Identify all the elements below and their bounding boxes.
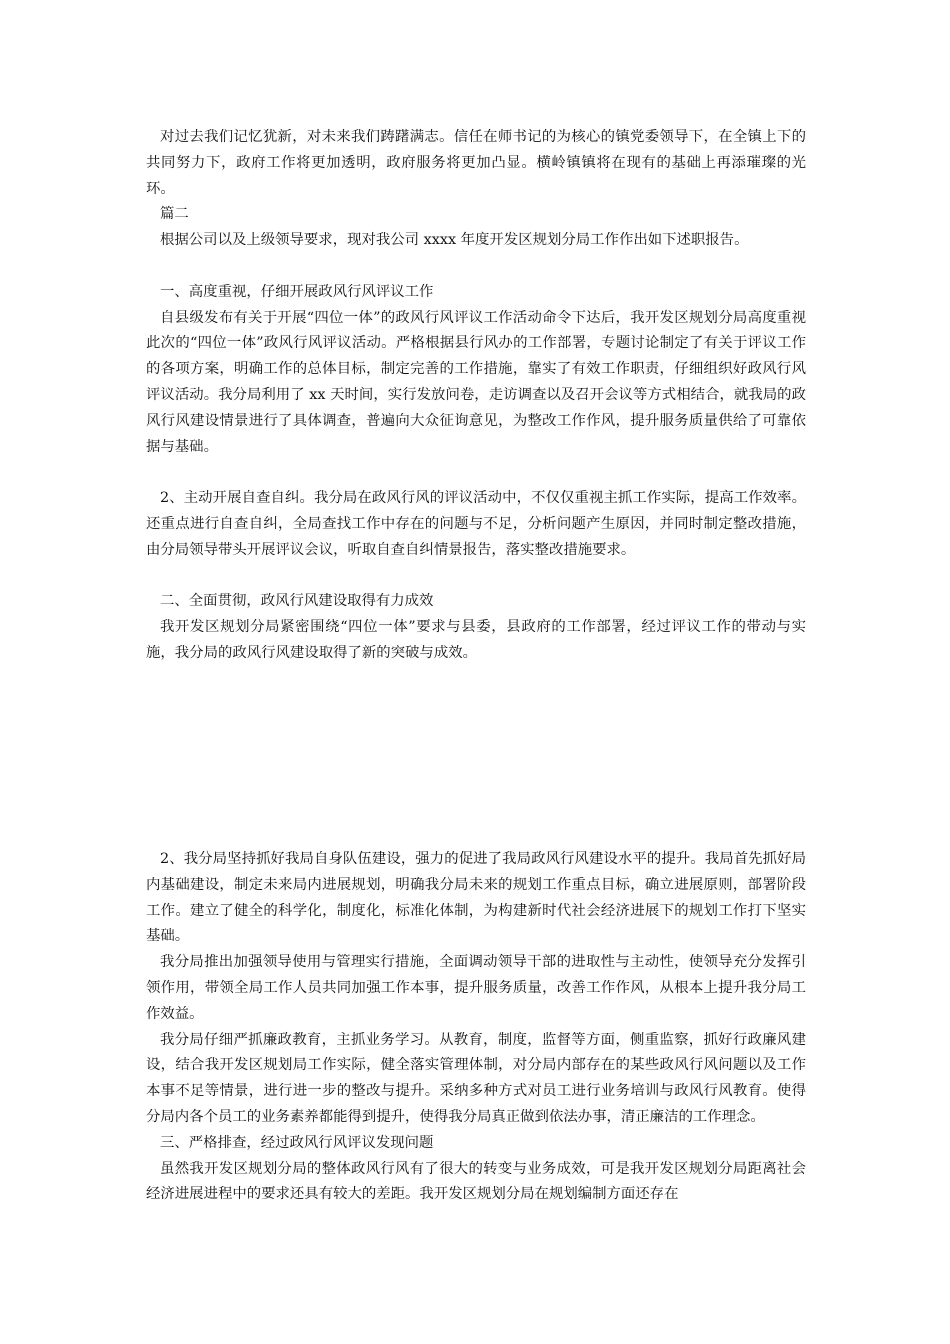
paragraph: 虽然我开发区规划分局的整体政风行风有了很大的转变与业务成效，可是我开发区规划分局距离社会经济进展进程中的要求还具有较大的差距。我开发区规划分局在规划编制方面还存在: [146, 1160, 806, 1203]
paragraph: 我分局推出加强领导使用与管理实行措施，全面调动领导干部的进取性与主动性，使领导充分发挥引领作用，带领全局工作人员共同加强工作本事，提升服务质量，改善工作作风，从根本上提升我分局工作效益。: [146, 954, 806, 1022]
paragraph: 自县级发布有关于开展“四位一体”的政风行风评议工作活动命令下达后，我开发区规划分局高度重视此次的“四位一体”政风行风评议活动。严格根据县行风办的工作部署，专题讨论制定了有关于评议工作的各项方案，明确工作的总体目标，制定完善的工作措施，靠实了有效工作职责，仔细组织好政风行风评议活动。我分局利用了 xx 天时间，实行发放问卷，走访调查以及召开会议等方式相结合，就我局的政风行风建设情景进行了具体调查，普遍向大众征询意见，为整改工作作风，提升服务质量供给了可靠依据与基础。: [146, 309, 806, 455]
paragraph: 对过去我们记忆犹新，对未来我们踌躇满志。信任在师书记的为核心的镇党委领导下，在全镇上下的共同努力下，政府工作将更加透明，政府服务将更加凸显。横岭镇镇将在现有的基础上再添璀璨的光环。: [146, 129, 806, 197]
blank-line: [146, 564, 806, 590]
section-heading: 二、全面贯彻，政风行风建设取得有力成效: [160, 593, 434, 610]
section-heading: 一、高度重视，仔细开展政风行风评议工作: [160, 283, 434, 300]
paragraph: 2、我分局坚持抓好我局自身队伍建设，强力的促进了我局政风行风建设水平的提升。我局首先抓好局内基础建设，制定未来局内进展规划，明确我分局未来的规划工作重点目标，确立进展原则，部署阶段工作。建立了健全的科学化，制度化，标准化体制，为构建新时代社会经济进展下的规划工作打下坚实基础。: [146, 851, 806, 945]
section-heading: 三、严格排查，经过政风行风评议发现问题: [160, 1134, 434, 1151]
blank-line: [146, 460, 806, 486]
paragraph: 根据公司以及上级领导要求，现对我公司 xxxx 年度开发区规划分局工作作出如下述职报告。: [160, 232, 749, 249]
paragraph: 2、主动开展自查自纠。我分局在政风行风的评议活动中，不仅仅重视主抓工作实际，提高工作效率。还重点进行自查自纠，全局查找工作中存在的问题与不足，分析问题产生原因，并同时制定整改措施，由分局领导带头开展评议会议，听取自查自纠情景报告，落实整改措施要求。: [146, 490, 806, 558]
blank-line: [146, 254, 806, 280]
text-block-lower: [146, 847, 806, 1208]
paragraph: 我分局仔细严抓廉政教育，主抓业务学习。从教育，制度，监督等方面，侧重监察，抓好行政廉风建设，结合我开发区规划局工作实际，健全落实管理体制，对分局内部存在的某些政风行风问题以及工作本事不足等情景，进行进一步的整改与提升。采纳多种方式对员工进行业务培训与政风行风教育。使得分局内各个员工的业务素养都能得到提升，使得我分局真正做到依法办事，清正廉洁的工作理念。: [146, 1031, 806, 1125]
text-block-upper: [146, 125, 806, 667]
section-heading: 篇二: [160, 206, 189, 223]
paragraph: 我开发区规划分局紧密围绕“四位一体”要求与县委，县政府的工作部署，经过评议工作的带动与实施，我分局的政风行风建设取得了新的突破与成效。: [146, 619, 806, 661]
